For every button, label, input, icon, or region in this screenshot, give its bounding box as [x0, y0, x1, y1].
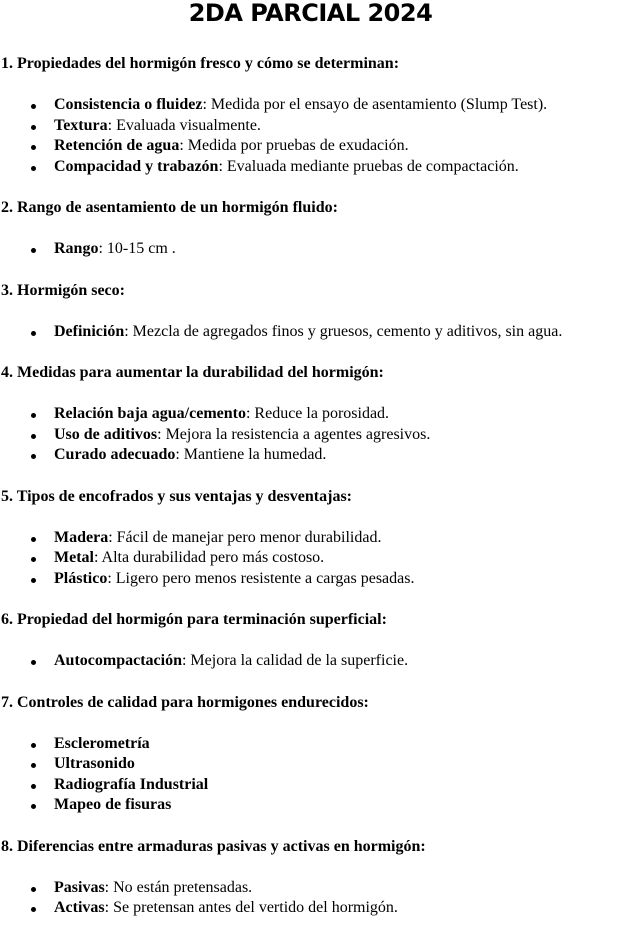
list-item-term: Curado adecuado [54, 446, 176, 463]
bullet-list [0, 651, 621, 672]
list-item-text: : Mejora la resistencia a agentes agresivos. [157, 425, 431, 443]
list-item [0, 734, 621, 755]
bullet-list [0, 322, 621, 343]
list-item [0, 528, 621, 549]
list-item-text: : Se pretensan antes del vertido del hormigón. [104, 899, 398, 916]
section-heading: 4. Medidas para aumentar la durabilidad del hormigón: [1, 364, 384, 381]
list-item [0, 157, 621, 178]
list-item-term: Ultrasonido [54, 755, 135, 772]
bullet-list [0, 95, 621, 177]
bullet-list [0, 404, 621, 466]
list-item-term: Definición [54, 322, 125, 340]
list-item-term: Consistencia o fluidez [54, 96, 203, 113]
list-item-text: : 10-15 cm . [98, 240, 176, 257]
document-body [0, 54, 621, 940]
list-item [0, 795, 621, 816]
list-item [0, 136, 621, 157]
list-item-text: : Mantiene la humedad. [175, 446, 327, 463]
section-heading: 1. Propiedades del hormigón fresco y cómo se determinan: [1, 55, 400, 72]
section-heading: 7. Controles de calidad para hormigones endurecidos: [1, 693, 369, 711]
section-heading: 6. Propiedad del hormigón para terminación superficial: [1, 611, 387, 628]
list-item [0, 878, 621, 899]
list-item-term: Plástico [54, 569, 108, 587]
list-item-text: : Mejora la calidad de la superficie. [181, 652, 409, 669]
section-heading: 5. Tipos de encofrados y sus ventajas y desventajas: [1, 487, 352, 505]
section-heading: 2. Rango de asentamiento de un hormigón fluido: [1, 199, 338, 216]
section-heading: 3. Hormigón seco: [1, 281, 125, 299]
list-item [0, 754, 621, 775]
list-item-term: Compacidad y trabazón [54, 157, 219, 175]
list-item-text: : No están pretensadas. [104, 878, 253, 896]
list-item-text: : Fácil de manejar pero menor durabilidad. [108, 528, 382, 546]
list-item-term: Retención de agua [54, 137, 180, 154]
bullet-list [0, 878, 621, 919]
list-item-text: : Reduce la porosidad. [245, 405, 390, 422]
list-item-term: Radiografía Industrial [54, 775, 209, 793]
list-item-text: : Medida por el ensayo de asentamiento (Slump Test). [202, 96, 548, 113]
list-item-text: : Evaluada mediante pruebas de compactación. [218, 157, 519, 175]
list-item [0, 898, 621, 919]
list-item [0, 425, 621, 446]
list-item [0, 569, 621, 590]
list-item-term: Madera [54, 528, 109, 546]
list-item-text: : Alta durabilidad pero más costoso. [93, 549, 325, 566]
list-item-text: : Evaluada visualmente. [107, 116, 261, 134]
list-item-term: Mapeo de fisuras [54, 796, 172, 813]
section-heading: 8. Diferencias entre armaduras pasivas y activas en hormigón: [1, 837, 426, 855]
list-item-term: Pasivas [54, 878, 105, 896]
list-item-term: Metal [54, 549, 94, 566]
list-item-text: : Mezcla de agregados finos y gruesos, cemento y aditivos, sin agua. [124, 322, 563, 340]
list-item [0, 775, 621, 796]
bullet-list [0, 528, 621, 590]
list-item [0, 322, 621, 343]
bullet-list [0, 239, 621, 260]
list-item [0, 445, 621, 466]
list-item-term: Esclerometría [54, 734, 150, 752]
list-item [0, 404, 621, 425]
list-item-term: Textura [54, 116, 108, 134]
list-item [0, 116, 621, 137]
list-item-term: Autocompactación [54, 652, 182, 669]
list-item-term: Uso de aditivos [54, 425, 158, 443]
list-item-text: : Ligero pero menos resistente a cargas pesadas. [107, 569, 415, 587]
page-title: 2DA PARCIAL 2024 [188, 0, 433, 27]
list-item [0, 95, 621, 116]
list-item-term: Activas [54, 899, 105, 916]
list-item-term: Relación baja agua/cemento [54, 405, 246, 422]
list-item-text: : Medida por pruebas de exudación. [179, 137, 409, 154]
bullet-list [0, 734, 621, 816]
list-item [0, 651, 621, 672]
list-item [0, 239, 621, 260]
list-item-term: Rango [54, 240, 99, 257]
list-item [0, 548, 621, 569]
